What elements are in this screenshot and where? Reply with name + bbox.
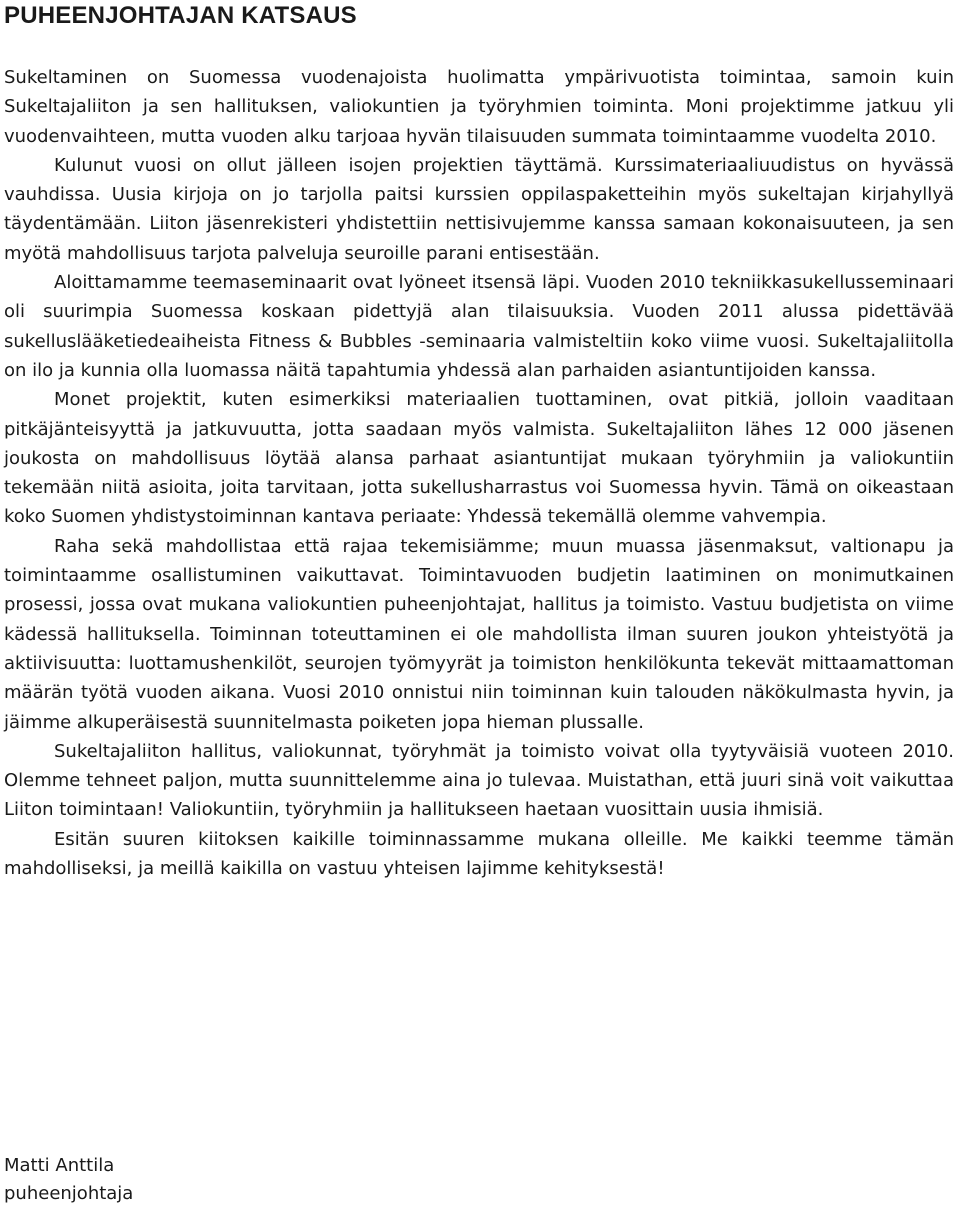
paragraph-intro: Sukeltaminen on Suomessa vuodenajoista huolimatta ympärivuotista toimintaa, samoin kuin Sukeltajaliiton ja sen hallituksen, valiokuntien ja työryhmien toiminta. Moni projektimme jatkuu yli vuodenvaihteen, mutta vuoden alku tarjoaa hyvän tilaisuuden summata toimintaamme vuodelta 2010. <box>4 67 954 147</box>
page-title: PUHEENJOHTAJAN KATSAUS <box>4 2 357 29</box>
paragraph-budget: Raha sekä mahdollistaa että rajaa tekemisiämme; muun muassa jäsenmaksut, valtionapu ja toimintaamme osallistuminen vaikuttavat. Toimintavuoden budjetin laatiminen on monimutkainen prosessi, jossa ovat mukana valiokuntien puheenjohtajat, hallitus ja toimisto. Vastuu budjetista on viime kädessä hallituksella. Toiminnan toteuttaminen ei ole mahdollista ilman suuren joukon yhteistyötä ja aktiivisuutta: luottamushenkilöt, seurojen työmyyrät ja toimiston henkilökunta tekevät mittaamattoman määrän työtä vuoden aikana. Vuosi 2010 onnistui niin toiminnan kuin talouden näkökulmasta hyvin, ja jäimme alkuperäisestä suunnitelmasta poiketen jopa hieman plussalle. <box>4 535 954 733</box>
paragraph-seminars: Aloittamamme teemaseminaarit ovat lyöneet itsensä läpi. Vuoden 2010 tekniikkasukellusseminaari oli suurimpia Suomessa koskaan pidettyjä alan tilaisuuksia. Vuoden 2011 alussa pidettävää sukelluslääketiedeaiheista Fitness & Bubbles -seminaaria valmisteltiin koko viime vuosi. Sukeltajaliitolla on ilo ja kunnia olla luomassa näitä tapahtumia yhdessä alan parhaiden asiantuntijoiden kanssa. <box>4 272 954 381</box>
paragraph-satisfaction: Sukeltajaliiton hallitus, valiokunnat, työryhmät ja toimisto voivat olla tyytyväisiä vuoteen 2010. Olemme tehneet paljon, mutta suunnittelemme aina jo tulevaa. Muistathan, että juuri sinä voit vaikuttaa Liiton toimintaan! Valiokuntiin, työryhmiin ja hallitukseen haetaan vuosittain uusia ihmisiä. <box>4 740 954 821</box>
signature-block <box>4 1152 133 1208</box>
paragraph-thanks: Esitän suuren kiitoksen kaikille toiminnassamme mukana olleille. Me kaikki teemme tämän mahdolliseksi, ja meillä kaikilla on vastuu yhteisen lajimme kehityksestä! <box>4 828 954 880</box>
paragraph-projects: Kulunut vuosi on ollut jälleen isojen projektien täyttämä. Kurssimateriaaliuudistus on hyvässä vauhdissa. Uusia kirjoja on jo tarjolla paitsi kurssien oppilaspaketteihin myös sukeltajan kirjahyllyä täydentämään. Liiton jäsenrekisteri yhdistettiin nettisivujemme kanssa samaan kokonaisuuteen, ja sen myötä mahdollisuus tarjota palveluja seuroille parani entisestään. <box>4 154 954 264</box>
signature-role: puheenjohtaja <box>4 1183 134 1204</box>
signature-name: Matti Anttila <box>4 1155 115 1176</box>
article-body <box>4 63 954 883</box>
paragraph-continuity: Monet projektit, kuten esimerkiksi materiaalien tuottaminen, ovat pitkiä, jolloin vaaditaan pitkäjänteisyyttä ja jatkuvuutta, jotta saadaan myös valmista. Sukeltajaliiton lähes 12 000 jäsenen joukosta on mahdollisuus löytää alansa parhaat asiantuntijat mukaan työryhmiin ja valiokuntiin tekemään niitä asioita, joita tarvitaan, jotta sukellusharrastus voi Suomessa hyvin. Tämä on oikeastaan koko Suomen yhdistystoiminnan kantava periaate: Yhdessä tekemällä olemme vahvempia. <box>4 389 954 528</box>
